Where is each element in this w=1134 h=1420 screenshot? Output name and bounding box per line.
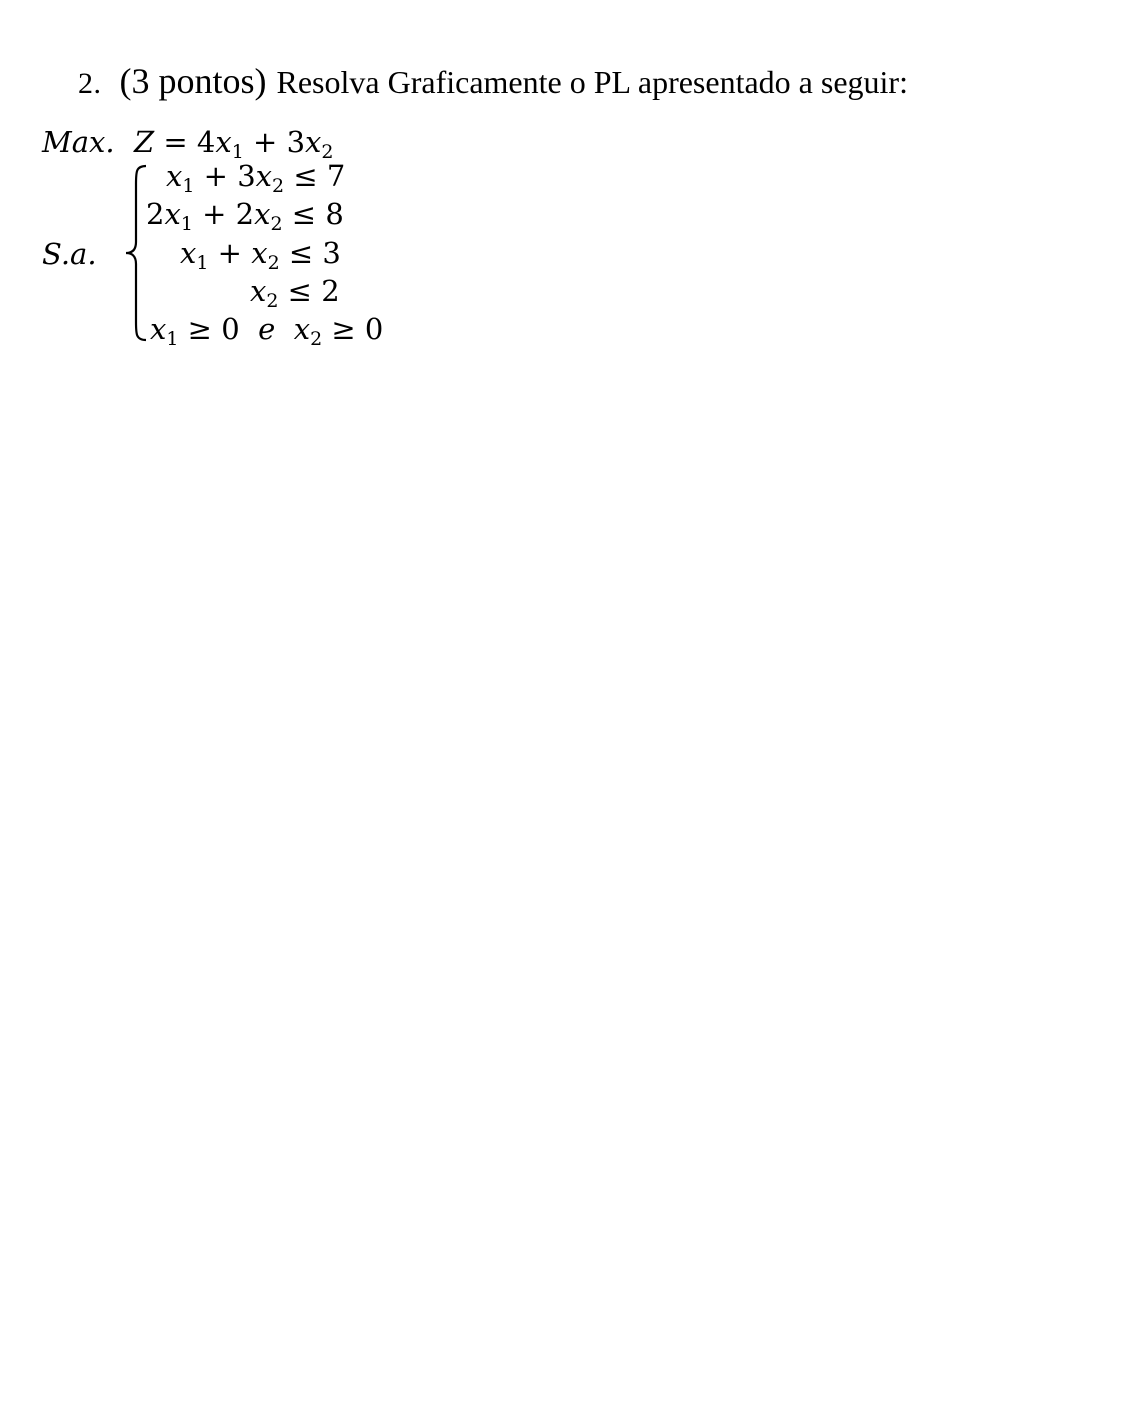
question-text: Resolva Graficamente o PL apresentado a seguir: [276, 64, 908, 100]
question-heading [78, 60, 908, 102]
constraints-label: S.a. [42, 237, 97, 271]
constraint-4: $x_2 \le 2$ [250, 274, 340, 312]
constraint-3: $x_1 + x_2 \le 3$ [180, 236, 341, 274]
objective-function: $Z = 4x_1 + 3x_2$ [134, 125, 334, 163]
question-number: 2. [78, 67, 102, 100]
objective-label: Max. [42, 125, 115, 159]
constraints-brace [124, 162, 150, 344]
question-points: (3 pontos) [119, 61, 267, 101]
constraint-1: $x_1 + 3x_2 \le 7$ [166, 159, 346, 197]
non-negativity-constraint: $x_1 \ge 0$ e $x_2 \ge 0$ [150, 312, 384, 350]
constraint-2: $2x_1 + 2x_2 \le 8$ [146, 197, 344, 235]
